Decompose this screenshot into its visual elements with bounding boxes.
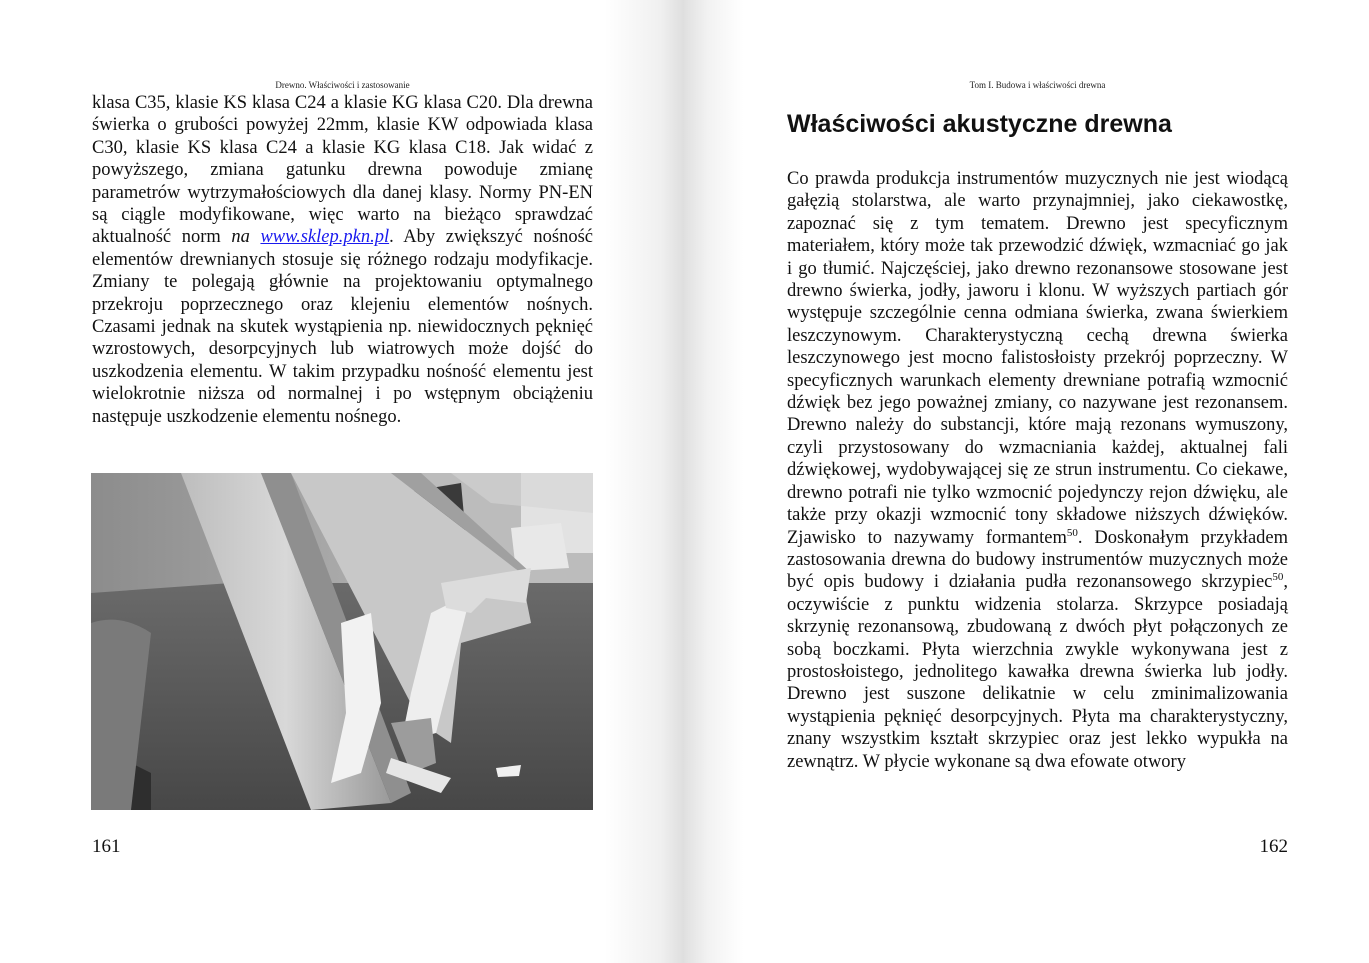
body-text — [787, 168, 1288, 773]
page-number: 161 — [92, 836, 121, 857]
footnote-ref[interactable]: 50 — [1272, 571, 1284, 584]
damaged-beams-photo — [91, 473, 593, 810]
paragraph-text: , oczywiście z punktu widzenia stolarza. Skrzypce posiadają skrzynię rezonansową, zbudowaną z dwóch płyt połączonych ze sobą boczkami. Płyta wierzchnia zwykle wykonywana jest z prostosłoistego, jednolitego kawałka drewna świerka lub jodły. Drewno jest suszone delikatnie w celu zminimalizowania wystąpienia pęknięć desorpcyjnych. Płyta ma charakterystyczny, znany wszystkim kształt skrzypiec oraz jest lekko wypukła na zewnątrz. W płycie wykonane są dwa efowate otwory — [787, 572, 1288, 772]
left-page — [0, 0, 684, 963]
paragraph-text: . Aby zwiększyć nośność elementów drewnianych stosuje się różnego rodzaju modyfikacje. Zmiany te polegają głównie na projektowaniu optymalnego przekroju poprzecznego oraz klejeniu elementów nośnych. Czasami jednak na skutek wystąpienia np. niewidocznych pęknięć wzrostowych, desorpcyjnych lub wiatrowych może dojść do uszkodzenia elementu. W takim przypadku nośność elementu jest wielokrotnie niższa od normalnej i po wstępnym obciążeniu następuje uszkodzenie elementu nośnego. — [92, 227, 593, 427]
footnote-ref[interactable]: 50 — [1066, 526, 1078, 539]
page-gutter-shadow — [684, 0, 744, 963]
paragraph — [92, 92, 593, 428]
italic-word: na — [231, 227, 250, 248]
pkn-link[interactable]: www.sklep.pkn.pl — [260, 227, 390, 248]
page-gutter-shadow — [604, 0, 684, 963]
running-head: Tom I. Budowa i właściwości drewna — [969, 80, 1106, 90]
running-head: Drewno. Właściwości i zastosowanie — [275, 80, 410, 90]
body-text — [92, 92, 593, 428]
paragraph-text: klasa C35, klasie KS klasa C24 a klasie KG klasa C20. Dla drewna świerka o grubości powyżej 22mm, klasie KW odpowiada klasa C30, klasie KS klasa C24 a klasie KG klasa C18. Jak widać z powyższego, zmiana gatunku drewna powoduje zmianę parametrów wytrzymałościowych dla danej klasy. Normy PN-EN są ciągle modyfikowane, więc warto na bieżąco sprawdzać aktualność norm — [92, 93, 593, 248]
page-number: 162 — [1259, 836, 1288, 857]
paragraph-text: . Doskonałym przykładem zastosowania drewna do budowy instrumentów muzycznych może być opis budowy i działania pudła rezonansowego skrzypiec — [787, 527, 1289, 593]
paragraph — [787, 168, 1288, 773]
right-page — [684, 0, 1369, 963]
paragraph-text: Co prawda produkcja instrumentów muzycznych nie jest wiodącą gałęzią stolarstwa, ale warto przynajmniej, jako ciekawostkę, zapoznać się z tym tematem. Drewno jest specyficznym materiałem, który może tak przewodzić dźwięk, wzmacniać go jak i go tłumić. Najczęściej, jako drewno rezonansowe stosowane jest drewno świerka, jodły, jaworu i klonu. W wyższych partiach gór występuje szczególnie cenna odmiana świerka, zwana świerkiem leszczynowym. Charakterystyczną cechą drewna świerka leszczynowego jest mocno falistosłoisty przekrój poprzeczny. W specyficznych warunkach elementy drewniane potrafią wzmocnić dźwięk bez jego poważnej zmiany, co nazywane jest rezonansem. Drewno należy do substancji, które mają rezonans wymuszony, czyli przystosowany do wzmacniania każdej, aktualnej fali dźwiękowej, wydobywającej się ze strun instrumentu. Co ciekawe, drewno potrafi nie tylko wzmocnić pojedynczy rejon dźwięku, ale także przy okazji wzmocnić tony składowe niższych dźwięków. Zjawisko to nazywamy formantem — [787, 169, 1288, 548]
section-heading: Właściwości akustyczne drewna — [787, 110, 1172, 138]
